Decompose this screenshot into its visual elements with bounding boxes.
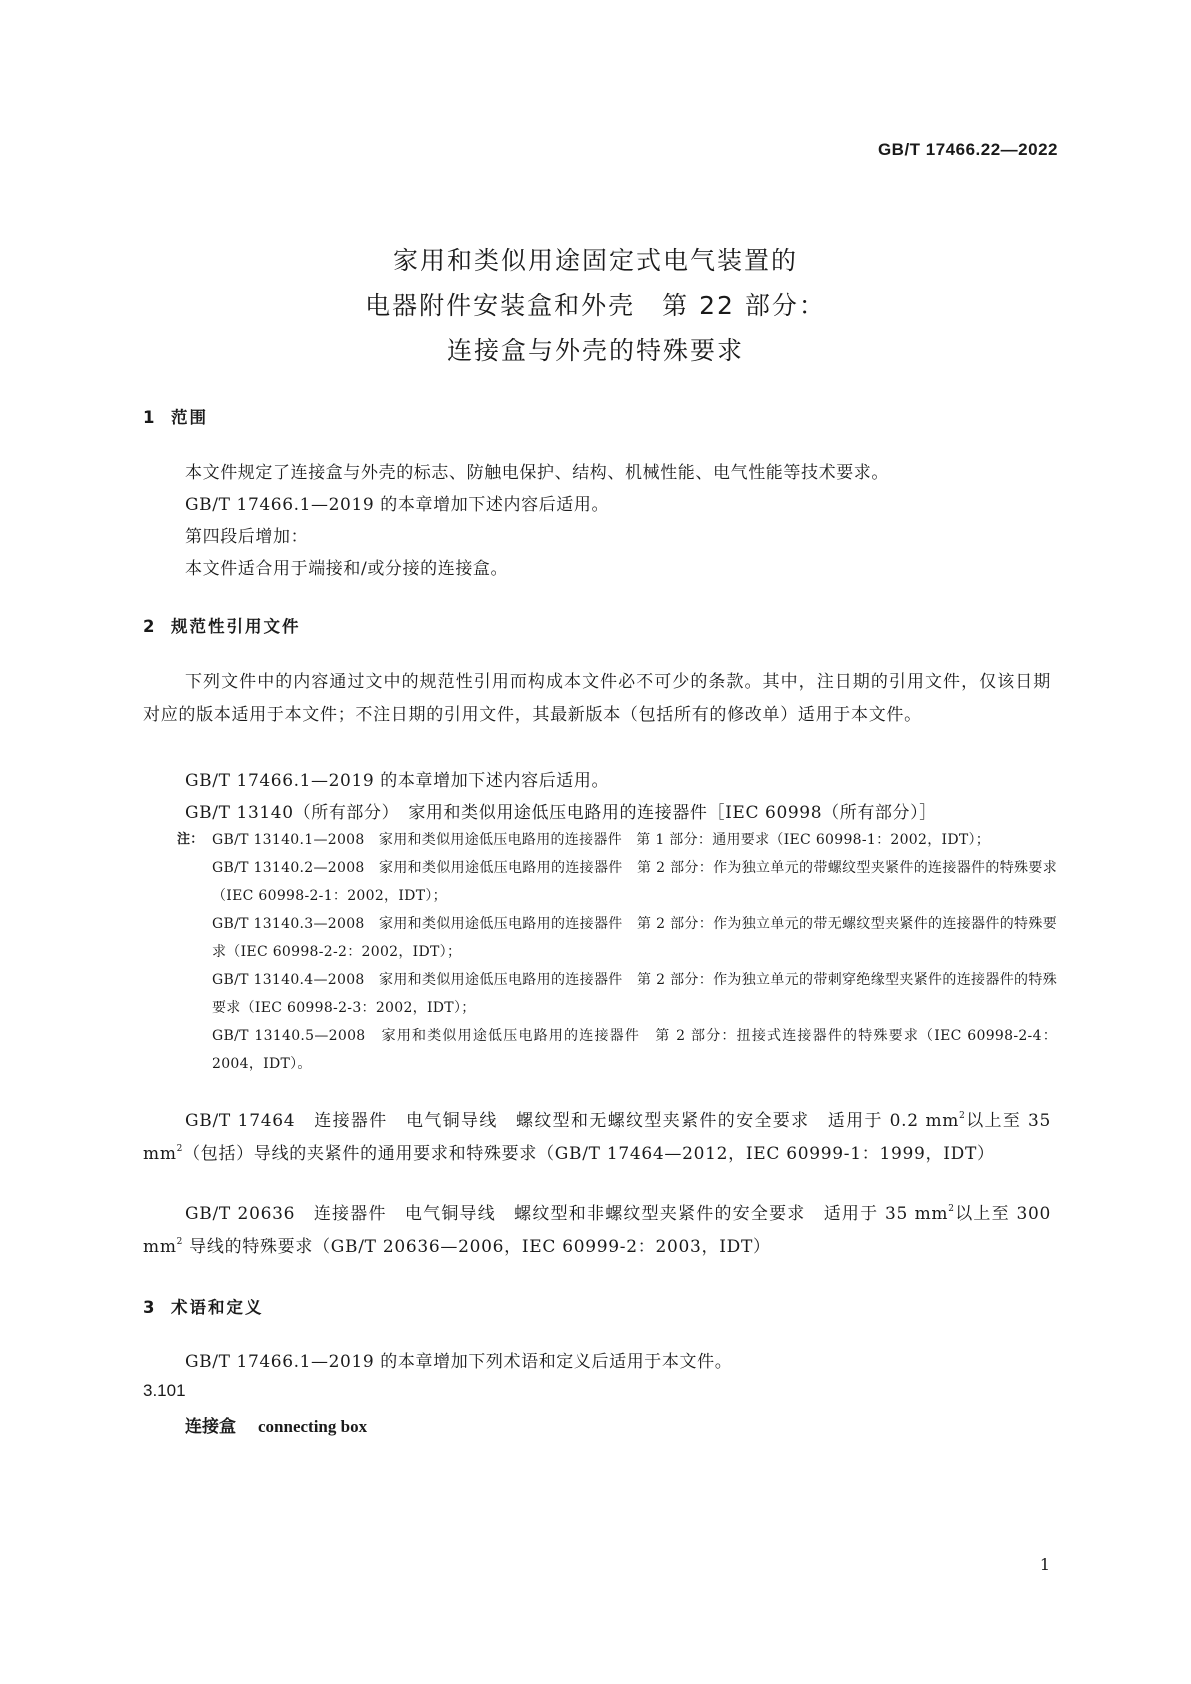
section-3-paragraph-1: GB/T 17466.1—2019 的本章增加下列术语和定义后适用于本文件。 <box>185 1352 733 1372</box>
note-block <box>177 826 1057 1078</box>
section-1-title: 范围 <box>171 408 208 427</box>
note-item: GB/T 13140.5—2008 家用和类似用途低压电路用的连接器件 第 2 部分：扭接式连接器件的特殊要求（IEC 60998-2-4：2004，IDT）。 <box>212 1028 1057 1072</box>
note-item: GB/T 13140.4—2008 家用和类似用途低压电路用的连接器件 第 2 部分：作为独立单元的带刺穿绝缘型夹紧件的连接器件的特殊要求（IEC 60998-2-3：2002，IDT）； <box>212 972 1057 1016</box>
section-2-intro: 下列文件中的内容通过文中的规范性引用而构成本文件必不可少的条款。其中，注日期的引用文件，仅该日期对应的版本适用于本文件；不注日期的引用文件，其最新版本（包括所有的修改单）适用于本文件。 <box>143 672 1051 725</box>
section-3-number: 3 <box>143 1298 157 1317</box>
standard-number: GB/T 17466.22—2022 <box>877 140 1058 159</box>
page-number: 1 <box>1039 1555 1050 1574</box>
section-1-heading <box>143 404 208 428</box>
term-id: 3.101 <box>143 1381 186 1400</box>
section-1-paragraph-2: GB/T 17466.1—2019 的本章增加下述内容后适用。 <box>185 495 610 515</box>
section-1-paragraph-3: 第四段后增加： <box>185 527 309 547</box>
note-item: GB/T 13140.1—2008 家用和类似用途低压电路用的连接器件 第 1 部分：通用要求（IEC 60998-1：2002，IDT）； <box>212 832 991 848</box>
section-3-title: 术语和定义 <box>171 1298 264 1317</box>
note-item: GB/T 13140.2—2008 家用和类似用途低压电路用的连接器件 第 2 部分：作为独立单元的带螺纹型夹紧件的连接器件的特殊要求（IEC 60998-2-1：2002，IDT）； <box>212 860 1057 904</box>
document-title <box>0 238 1191 373</box>
note-item: GB/T 13140.3—2008 家用和类似用途低压电路用的连接器件 第 2 部分：作为独立单元的带无螺纹型夹紧件的连接器件的特殊要求（IEC 60998-2-2：2002，IDT）； <box>212 916 1057 960</box>
reference-gbt-17464: GB/T 17464 连接器件 电气铜导线 螺纹型和无螺纹型夹紧件的安全要求 适用于 0.2 $mm^2$以上至 35 $mm^2$（包括）导线的夹紧件的通用要求和特殊要求（GB/T 17464—2012，IEC 60999-1：1999，IDT） <box>143 1111 1051 1164</box>
title-line-2: 电器附件安装盒和外壳 第 22 部分： <box>365 291 826 320</box>
section-2-paragraph-2: GB/T 17466.1—2019 的本章增加下述内容后适用。 <box>185 771 610 791</box>
section-1-paragraph-1: 本文件规定了连接盒与外壳的标志、防触电保护、结构、机械性能、电气性能等技术要求。 <box>185 463 889 483</box>
term-chinese: 连接盒 <box>185 1417 236 1437</box>
note-label: 注： <box>177 832 204 847</box>
term-english: connecting box <box>258 1417 368 1436</box>
section-2-title: 规范性引用文件 <box>171 617 301 636</box>
reference-gbt-20636: GB/T 20636 连接器件 电气铜导线 螺纹型和非螺纹型夹紧件的安全要求 适用于 35 $mm^2$以上至 300 $mm^2$ 导线的特殊要求（GB/T 20636—2006，IEC 60999-2：2003，IDT） <box>143 1204 1051 1257</box>
section-1-number: 1 <box>143 408 157 427</box>
term-entry <box>185 1412 367 1437</box>
section-2-heading <box>143 613 301 637</box>
title-line-1: 家用和类似用途固定式电气装置的 <box>392 246 798 275</box>
section-2-number: 2 <box>143 617 157 636</box>
title-line-3: 连接盒与外壳的特殊要求 <box>446 336 744 365</box>
section-1-paragraph-4: 本文件适合用于端接和/或分接的连接盒。 <box>185 559 509 579</box>
section-3-heading <box>143 1294 264 1318</box>
reference-gbt-13140: GB/T 13140（所有部分） 家用和类似用途低压电路用的连接器件［IEC 60998（所有部分）］ <box>185 803 937 823</box>
